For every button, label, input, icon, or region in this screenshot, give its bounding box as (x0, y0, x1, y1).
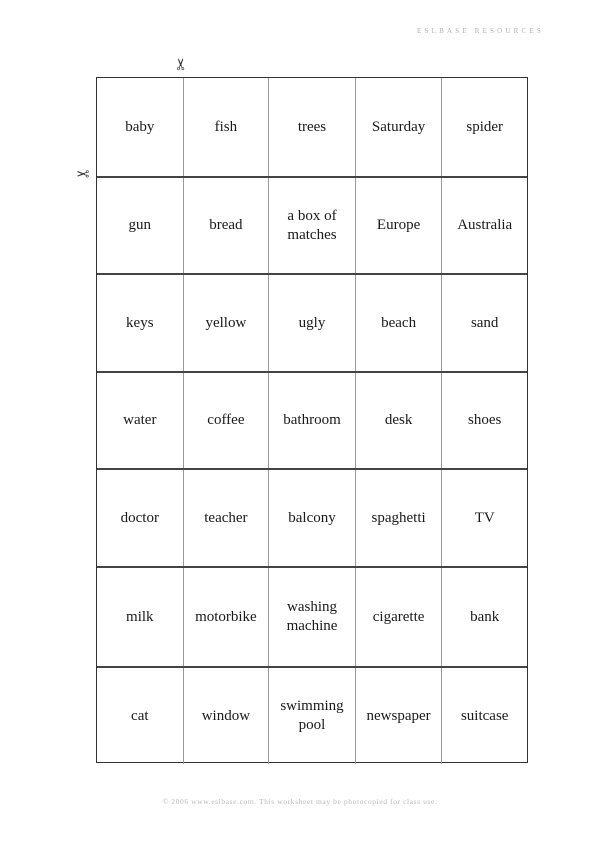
grid-row (97, 176, 527, 273)
word-card: beach (355, 275, 442, 371)
grid-row (97, 666, 527, 764)
word-card: balcony (268, 470, 355, 566)
grid-row (97, 468, 527, 566)
word-card: window (183, 668, 269, 764)
word-card: bread (183, 178, 269, 273)
word-card: coffee (183, 373, 269, 468)
grid-row (97, 566, 527, 666)
word-card: newspaper (355, 668, 442, 764)
grid-row (97, 78, 527, 176)
page-header: ESLBASE RESOURCES (417, 27, 544, 35)
word-card: motorbike (183, 568, 269, 666)
page-footer: © 2006 www.eslbase.com. This worksheet may be photocopied for class use. (162, 797, 438, 806)
word-card: ugly (268, 275, 355, 371)
word-card: suitcase (441, 668, 527, 764)
word-card: fish (183, 78, 269, 176)
word-card: desk (355, 373, 442, 468)
grid-row (97, 371, 527, 468)
word-card: TV (441, 470, 527, 566)
word-card: spider (441, 78, 527, 176)
word-card: Australia (441, 178, 527, 273)
scissors-left-icon: ✂ (76, 164, 90, 183)
scissors-top-icon: ✂ (171, 57, 191, 71)
word-card-grid (96, 77, 528, 763)
word-card: bathroom (268, 373, 355, 468)
word-card: milk (126, 608, 154, 625)
word-card: Europe (355, 178, 442, 273)
word-card: keys (126, 314, 154, 331)
word-card: cat (131, 707, 149, 724)
word-card: swimming pool (268, 668, 355, 764)
word-card: doctor (120, 509, 159, 526)
word-card: a box of matches (268, 178, 355, 273)
word-card: cigarette (355, 568, 442, 666)
word-card: sand (441, 275, 527, 371)
word-card: spaghetti (355, 470, 442, 566)
word-card: washing machine (268, 568, 355, 666)
word-card: baby (125, 118, 155, 135)
word-card: teacher (183, 470, 269, 566)
word-card: yellow (183, 275, 269, 371)
word-card: gun (128, 217, 152, 233)
word-card: trees (268, 78, 355, 176)
word-card: shoes (441, 373, 527, 468)
word-card: water (123, 412, 157, 428)
word-card: Saturday (355, 78, 442, 176)
word-card: bank (441, 568, 527, 666)
grid-row (97, 273, 527, 371)
